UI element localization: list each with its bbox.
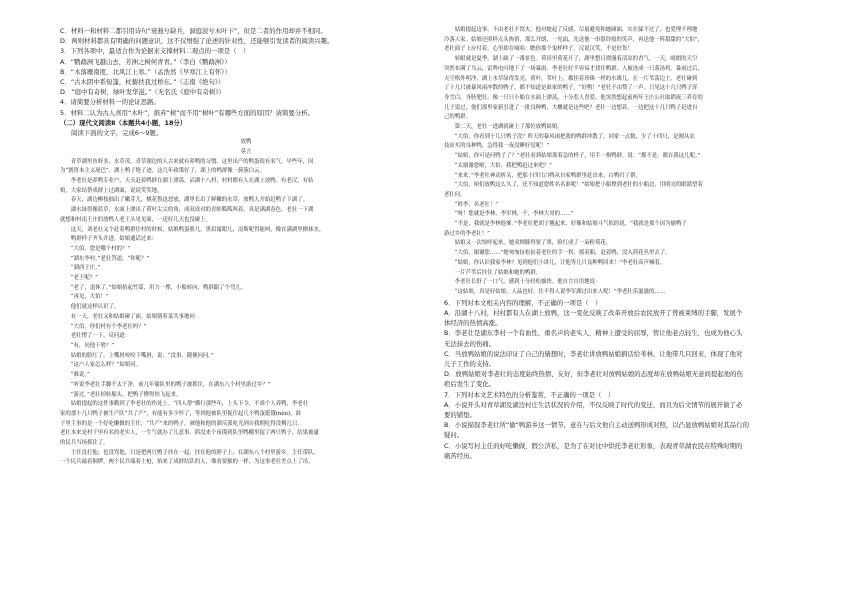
story-line: 一个民兵敲着铜锣，两个民兵端着土枪，抬来了成群结队的人，像看要猴的一样，为这事老壮差点上了吊。 xyxy=(60,459,314,466)
story-line: “有，问他干啥？” xyxy=(60,343,115,349)
story-line: 主任没打他，也没骂他，只是把两只鸭子挂在一起，挂在他的脖子上，在湖东八个村里游乡。主任带队， xyxy=(60,449,319,456)
question-line: 疑问。 xyxy=(444,431,464,440)
story-line: “呀！您就是李林，李军林，不，李林大哥的……” xyxy=(444,211,574,218)
story-line: “大伯，谢谢您……”她匆匆扯松扯着老壮的手一拐，摇着船，赶着鸭，没入荷花丛里去了。 xyxy=(444,250,671,257)
question-line: 疤后发生了变化。 xyxy=(444,380,496,389)
story-line: 老壮问。 xyxy=(444,191,466,198)
story-title: 放鸭 xyxy=(240,139,252,146)
question-line: C．当放鸭姑娘的说法印证了自己的猜想时，李老壮讲放鸭姑娘捐话给苇林，让他带几只回来，体现了他对 xyxy=(444,349,743,358)
story-line: 冷落人家。姑娘还照样点头热情，那么开朗，一见面，先送他一串银铃般的笑声，再送他一阵甜甜的“大伯”， xyxy=(444,36,703,43)
question-line: B．“木落雁南度，北风江上寒。”（孟浩然《早寒江上有怀》） xyxy=(60,67,231,76)
story-line: “姓李，名老壮！” xyxy=(444,201,499,208)
question-line: 4．请简要分析材料一的论证思路。 xyxy=(60,98,160,107)
story-line: 了十几只被暴风雨冲散的鸭子，都不知道是谁家的鸭子。“好鸭！”老壮不由赞了一声。只见这十几只鸭子浑 xyxy=(444,85,698,92)
left-column xyxy=(60,26,432,468)
question-line: C．材料一和材料二都引用诗句“衰莪兮缺兵，洞庭波兮木叶下”，但是二者的作用却并不相同。 xyxy=(60,27,327,35)
story-line: “老王呢？” xyxy=(60,275,98,282)
story-line: “难说。” xyxy=(60,372,90,379)
story-line: 己的鸭群。 xyxy=(444,114,471,121)
question-line: A．“鹦鹉洲飞越山去，芳洲之树何青青。”（李白《鹦鹉洲》） xyxy=(60,57,231,66)
question-line: 6．下列对本文相关内容的理解，不正确的一项是（ ） xyxy=(444,298,602,307)
story-line: “大伯，您是哪个村的？” xyxy=(60,245,131,252)
question-line: 儿子工作的支持。 xyxy=(444,359,496,368)
story-line: 娘，大家结帮成群上过湖面，说说笑笑地。 xyxy=(60,187,163,194)
question-line: A．沿湖十八村，村村都有人在湖上放鸭，这一变化反映了改革开放后农民放开了曾被束缚的手脚，发展个 xyxy=(444,308,743,317)
question-line: C．“古木阴中系短篷，杖藜扶我过桥东。”（志南《绝句》） xyxy=(60,78,225,87)
story-line: 姑娘提起这事，不由老壮不窝火。他对她起了反感，尽量避免和她碰面，实在躲不过了，也爱理不理地 xyxy=(444,27,698,33)
story-line: “这姑娘，真是好姑娘。人品也好，往不得人说李军湖过出来人呢！”李老壮乐滋滋的…… xyxy=(444,288,666,295)
question-line: 3．下列各项中，最适合作为论据来支撑材料二观点的一项是（ ） xyxy=(60,47,250,56)
story-line: “姑娘，你认识我家李林？见到他们小讲儿，让他等几只良种鸭回来！”李老壮高声喊着。 xyxy=(444,259,666,266)
question-line: D．“庭中有奇树，绿叶发华滋。”（无名氏《庭中有奇树》） xyxy=(60,88,225,97)
section-header: （二）现代文阅读Ⅱ（本题共4小题，18分） xyxy=(60,118,187,127)
story-line: 鸭群样子齐头并进，姑娘通话过来： xyxy=(60,236,158,243)
story-line: “姑娘，你可是问鸭子了？”老壮看到姑娘那着急的样子，用手一指鸭群，说：“都不是，都在我这儿呢。” xyxy=(444,153,701,160)
right-column xyxy=(444,26,816,461)
story-line: 家的那十几只鸭子被生产队“共了产”，有能有多少怀了，等到他被队里捉住起几个鸭蛋挺饿(nèn)，谁 xyxy=(60,410,301,417)
question-line: D．放鸭姑娘对李老壮的态度始终热情、友好，但李老壮对放鸭姑娘的态度却在放鸭姑娘无意间提起他的伤 xyxy=(444,370,743,379)
story-line: 为“割资本主义尾巴”，湖上鸭子绝了迹。这几年政策好了，湖上的鸭群像一簇簇白云。 xyxy=(60,168,265,175)
story-line: 有一天，老壮又和姑娘碰了面。姑娘朝着菜共事地问： xyxy=(60,313,201,320)
story-line: 就想和村南王庄的放鸭人老王头见见面，一送好几天也没碰上。 xyxy=(60,216,211,223)
question-line: 要的铺垫。 xyxy=(444,410,476,419)
story-line: “老了，退休了。”姑娘抬起竹篙，用力一撑，小船转向，鸭群跟了个弯儿。 xyxy=(60,284,247,291)
story-line: “湖西王庄。” xyxy=(60,265,101,272)
story-line: “太谢谢您啦，大伯。我把鸭赶过来吧？” xyxy=(444,162,552,169)
story-line: “湖东李村，”老壮答道，“你呢？” xyxy=(60,255,150,262)
question-line: 痛苦经历。 xyxy=(444,451,476,460)
story-line: 老壮本来是村干里有名的老实人，一生气就办了儿意事。抓没来个夜摸到队里鸭棚里捉了两只鸭子，结果被逮 xyxy=(60,430,319,437)
story-line: 李老壮是养鸭专业户，天天赶着鸭群在湖上漂荡。沼湖十八村，村村都有人在湖上放鸭。有老汉，有姑 xyxy=(60,178,314,185)
question-line: B．李老壮是湖东李村一个有血性，重名声的老实人，精神上遭受的屈辱，管让他老点轻生，也成为他心头 xyxy=(444,329,743,338)
story-line: 老壮愣了一下，反问道： xyxy=(60,333,131,340)
story-line: 春天，湖边柳枝抽出了嫩芽儿，桃花鲁迅怒放，湖里长出了鲜嫩的水草，放鸭人开始赶鸭子下湖了。 xyxy=(60,197,308,204)
question-line: 无法抹去的伤痛。 xyxy=(444,339,496,348)
question-line: 7．下列对本文艺术特色的分析鉴赏，不正确的一项是（ ） xyxy=(444,390,615,399)
story-line: “听说李老壮手脚不太干净，前几年偷队里的鸭子被抓住，在湖东八个村里游过乡？” xyxy=(60,381,271,388)
story-line: “不是，我就是李林他爹。”李老壮把胡子翘起来，好像和姑娘斗气似的说，“我就是那个因为偷鸭子 xyxy=(444,221,687,228)
story-text-continued xyxy=(444,26,816,298)
story-line: 技站买的良种鸭，急得我一夜没睡好觉呢！” xyxy=(444,143,550,150)
reading-intro: 阅读下面的文字，完成6～9题。 xyxy=(71,129,163,138)
story-line: 身雪白，身胚肥壮，像一只只小船在水面上漂荡，十分惹人喜爱。他突然想起前两年王庄公社取销流三养育的 xyxy=(444,94,703,101)
story-line: “来来，”李老壮神动折头，把那十四只白鸭从自家鸭群里赶出来，白鸭归了群。 xyxy=(444,172,641,179)
question-line: 5．材料二认为古人喜用“木叶”，摈弃“树”而不用“树叶”有哪些方面的原因？请简要分析。 xyxy=(60,108,314,117)
story-line: “大伯，你看到十几只鸭子没？昨天的暴风雨把我的鸭群冲散了，回家一点数，少了十四只，是刚从农 xyxy=(444,133,695,140)
question-line: C．小说写村主任的好吃懒做，假公济私，是为了在对比中烘托李老壮形象，表现青草湖农民在特殊时期的 xyxy=(444,441,743,450)
story-line: 老壮面子上应付着，心里却在嘀咕：瞧你那个鬼样样子，汉说汉笑，不是好货！ xyxy=(444,46,633,53)
story-line: 转眼就是夏季，湖上缺了一番景色。荷田里荷花开了，湖里整日漂漫着清凉的香气。一天，晴朗的天空 xyxy=(444,56,698,63)
question-line: B．小说描叙李老壮所“偷”鸭游乡这一情节，意在与后文他自主动送鸭形成对照，以凸显放鸭姑娘对其品行的 xyxy=(444,421,749,430)
story-line: “这户人家怎么样？”姑娘问。 xyxy=(60,362,141,369)
story-text xyxy=(60,138,432,468)
story-line: 天空格外明净，湖上水草绿得发亮，荷叶，苇叶上，都挂着珍珠一样的水珠儿。在一片苇荡边上，老壮碰到 xyxy=(444,75,698,82)
story-line: 他们就这样认识了。 xyxy=(60,304,120,311)
question-line: 体经济的热情高涨。 xyxy=(444,319,502,328)
story-line: 突然布满了乌云，雷鸣电闪地下了一场暴雨。李老壮好不容易才找住鸭群，人被浇成一只落汤鸡。暴雨过后， xyxy=(444,65,703,72)
story-line: “再见，大伯！” xyxy=(60,294,109,301)
question-line: D．两则材料都具有明确的问题意识，这不仅增强了论述的针对性，还能够引发读者的阅读兴趣。 xyxy=(60,37,334,46)
story-line: 湖水绿得像蓝草，水面上漂出了荷叶尖尖的角，成双成对的青蛙呱呱叫着，真是满湖春色。老壮一下湖 xyxy=(60,207,314,214)
story-line: 游过乡的李老壮！” xyxy=(444,230,490,237)
story-line: 这天，刘老壮又个赶着鸭群往村的时候，姑娘鸭蛋脸儿，黑眉寓眼儿，浪斯呢得能呵，像在满湖里撩抹水。 xyxy=(60,226,325,233)
question-line: A．小说开头对青草湖及湖边村庄生活状况的介绍，不仅反映了时代的变迁，而且为后文情节的展开做了必 xyxy=(444,400,743,409)
story-line: 子里主事的是一个好吃懒做的主任，“共产”来的鸭子，被他和他的溜反派吃光到自我佣吃得没剩几只。 xyxy=(60,420,303,427)
story-line: 一片芦苇后挂住了姑娘和她的鸭群。 xyxy=(444,269,542,276)
story-line: 姑娘提起的这件事戳到了李老壮的伤处上。“四人帮”横行那些年，上头下令，不准个人养鸭，李老壮 xyxy=(60,401,309,408)
story-line: 青草湖里鱼虾多，水草茂，青草湖边的人古来就有养鸭的习惯。这里出产的鸭蛋很有名气。早些年，因 xyxy=(60,158,314,165)
story-line: 第二天，老壮一进湖就碰上了那位放鸭姑娘。 xyxy=(444,124,563,131)
story-line: 儿子说过，他们那里家新引进了一批良种鸭，大概就是这些吧？老壮一边想着，一边把这十几只鸭子赶进自 xyxy=(444,104,698,111)
story-line: 的民兵当场抓住了。 xyxy=(60,440,109,447)
story-line: 姑娘的脸红了，上嘴唇咬咬下嘴唇，说：“没事，随便问问。” xyxy=(60,352,214,359)
story-line: “游过。”老壮掉转船头，把鸭子撵得惊飞起来。 xyxy=(60,391,182,398)
story-line: “大伯，咱们放鸭这么久了，还不知道您姓名名谁呢！”姑娘把小船撑到老壮的小船边，用明亮的眼睛望着 xyxy=(444,182,703,189)
story-line: 姑娘又一次惊呼起来，她双颊腓得要了黑，脸红成了一朵粉荷花。 xyxy=(444,240,612,247)
story-line: “大伯，你们村有个李老壮吗？” xyxy=(60,323,147,330)
story-author: 莫言 xyxy=(240,148,252,155)
story-line: 李老壮长舒了一口气，感到十分轻松愉快。他自言自语地说： xyxy=(444,279,601,286)
